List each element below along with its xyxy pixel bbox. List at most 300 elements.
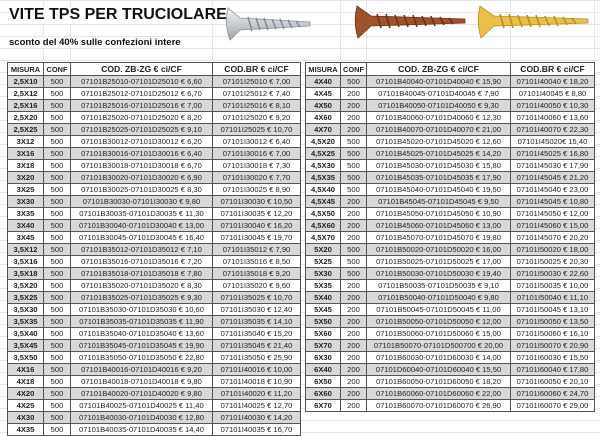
cod-br-cell: 07101I50035 € 10,00: [511, 280, 595, 292]
table-row: [306, 352, 595, 364]
conf-cell: 200: [341, 316, 367, 328]
header-misura: MISURA: [8, 63, 44, 76]
table-row: [8, 112, 301, 124]
misura-cell: 2,5X20: [8, 112, 44, 124]
cod-br-cell: 07101I50020 € 18,00: [511, 244, 595, 256]
conf-cell: 500: [44, 196, 71, 208]
conf-cell: 500: [44, 292, 71, 304]
cod-zb-zg-cell: 07101B60050-07101D60050 € 18,20: [367, 376, 511, 388]
cod-zb-zg-cell: 07101B45030-07101D45030 € 15,80: [367, 160, 511, 172]
table-row: [8, 244, 301, 256]
conf-cell: 500: [341, 160, 367, 172]
misura-cell: 4X40: [306, 76, 341, 88]
cod-br-cell: 07101I30012 € 6,40: [213, 136, 301, 148]
conf-cell: 500: [44, 376, 71, 388]
cod-br-cell: 07101I25012 € 7,40: [213, 88, 301, 100]
conf-cell: 500: [341, 256, 367, 268]
conf-cell: 500: [44, 124, 71, 136]
conf-cell: 200: [341, 352, 367, 364]
misura-cell: 4,5X50: [306, 208, 341, 220]
conf-cell: 200: [341, 232, 367, 244]
misura-cell: 3X20: [8, 172, 44, 184]
misura-cell: 3,5X40: [8, 328, 44, 340]
table-row: [306, 388, 595, 400]
misura-cell: 3,5X50: [8, 352, 44, 364]
misura-cell: 3,5X25: [8, 292, 44, 304]
table-row: [8, 76, 301, 88]
cod-zb-zg-cell: 07101B40025-07101D40025 € 11,40: [71, 400, 213, 412]
cod-br-cell: 07101I45045 € 21,20: [511, 172, 595, 184]
conf-cell: 200: [341, 280, 367, 292]
table-row: [306, 196, 595, 208]
cod-zb-zg-cell: 07101B45045-07101D45045 € 9,50: [367, 196, 511, 208]
cod-zb-zg-cell: 07101B50030-07101D50030 € 19,40: [367, 268, 511, 280]
conf-cell: 500: [44, 160, 71, 172]
cod-br-cell: 07101I50060 € 16,10: [511, 328, 595, 340]
conf-cell: 500: [44, 280, 71, 292]
table-row: [306, 148, 595, 160]
misura-cell: 4X60: [306, 112, 341, 124]
conf-cell: 200: [341, 220, 367, 232]
misura-cell: 4X50: [306, 100, 341, 112]
conf-cell: 200: [341, 328, 367, 340]
misura-cell: 5X20: [306, 244, 341, 256]
conf-cell: 500: [44, 112, 71, 124]
cod-zb-zg-cell: 07101B45060-07101D45060 € 13,00: [367, 220, 511, 232]
table-row: [306, 124, 595, 136]
cod-br-cell: 07101I40070 € 22,30: [511, 124, 595, 136]
table-row: [306, 100, 595, 112]
cod-zb-zg-cell: 07101B50025-07101D50025 € 17,00: [367, 256, 511, 268]
misura-cell: 4,5X35: [306, 172, 341, 184]
table-row: [8, 196, 301, 208]
misura-cell: 5X35: [306, 280, 341, 292]
misura-cell: 3,5X18: [8, 268, 44, 280]
cod-br-cell: 07101I45070 € 20,20: [511, 232, 595, 244]
cod-br-cell: 07101I30045 € 19,70: [213, 232, 301, 244]
cod-zb-zg-cell: 07101B45070-07101D45070 € 19,80: [367, 232, 511, 244]
table-row: [306, 184, 595, 196]
misura-cell: 4,5X45: [306, 196, 341, 208]
conf-cell: 200: [341, 364, 367, 376]
table-row: [8, 256, 301, 268]
misura-cell: 3X16: [8, 148, 44, 160]
table-header: [8, 63, 301, 76]
cod-zb-zg-cell: 07101B30040-07101D30040 € 13,00: [71, 220, 213, 232]
misura-cell: 4X16: [8, 364, 44, 376]
cod-br-cell: 07101I30025 € 8,90: [213, 184, 301, 196]
cod-br-cell: 07101I60070 € 29,00: [511, 400, 595, 412]
cod-zb-zg-cell: 07101B45035-07101D45035 € 17,90: [367, 172, 511, 184]
cod-zb-zg-cell: 07101B30012-07101D30012 € 6,20: [71, 136, 213, 148]
cod-br-cell: 07101I35016 € 8,50: [213, 256, 301, 268]
conf-cell: 200: [341, 112, 367, 124]
cod-zb-zg-cell: 07101B50040-07101D50040 € 9,80: [367, 292, 511, 304]
conf-cell: 200: [341, 292, 367, 304]
table-row: [306, 76, 595, 88]
table-row: [8, 304, 301, 316]
conf-cell: 500: [44, 76, 71, 88]
cod-zb-zg-cell: 07101B30025-07101D30025 € 8,30: [71, 184, 213, 196]
conf-cell: 200: [341, 100, 367, 112]
cod-zb-zg-cell: 07101B60070-07101D60070 € 26,90: [367, 400, 511, 412]
conf-cell: 200: [341, 208, 367, 220]
table-row: [8, 148, 301, 160]
table-row: [306, 88, 595, 100]
misura-cell: 4X20: [8, 388, 44, 400]
misura-cell: 5X45: [306, 304, 341, 316]
cod-zb-zg-cell: 07101B35035-07101D35035 € 11,90: [71, 316, 213, 328]
table-row: [8, 292, 301, 304]
table-row: [306, 400, 595, 412]
cod-zb-zg-cell: 07101B40016-07101D40016 € 9,20: [71, 364, 213, 376]
table-row: [8, 412, 301, 424]
table-row: [8, 340, 301, 352]
conf-cell: 200: [341, 400, 367, 412]
table-row: [306, 160, 595, 172]
conf-cell: 200: [341, 196, 367, 208]
misura-cell: 5X70: [306, 340, 341, 352]
conf-cell: 500: [44, 424, 71, 436]
table-row: [306, 256, 595, 268]
cod-zb-zg-cell: 07101B35025-07101D35025 € 9,30: [71, 292, 213, 304]
cod-zb-zg-cell: 07101B30035-07101D30035 € 11,30: [71, 208, 213, 220]
conf-cell: 500: [44, 400, 71, 412]
cod-zb-zg-cell: 07101B25016-07101D25016 € 7,00: [71, 100, 213, 112]
table-row: [8, 88, 301, 100]
cod-br-cell: 07101I45040 € 23,00: [511, 184, 595, 196]
cod-br-cell: 07101I50025 € 20,30: [511, 256, 595, 268]
cod-zb-zg-cell: 07101B45020-07101D45020 € 12,60: [367, 136, 511, 148]
misura-cell: 3,5X12: [8, 244, 44, 256]
conf-cell: 200: [341, 388, 367, 400]
misura-cell: 4X18: [8, 376, 44, 388]
cod-br-cell: 07101I25025 € 10,70: [213, 124, 301, 136]
misura-cell: 3X45: [8, 232, 44, 244]
cod-br-cell: 07101I60040 € 17,80: [511, 364, 595, 376]
cod-zb-zg-cell: 07101B50050-07101D50050 € 12,00: [367, 316, 511, 328]
cod-br-cell: 07101I30016 € 7,00: [213, 148, 301, 160]
table-row: [8, 220, 301, 232]
cod-br-cell: 07101I60060 € 24,70: [511, 388, 595, 400]
cod-zb-zg-cell: 07101B35030-07101D35030 € 10,60: [71, 304, 213, 316]
conf-cell: 500: [44, 208, 71, 220]
cod-br-cell: 07101I30020 € 7,70: [213, 172, 301, 184]
table-row: [8, 172, 301, 184]
cod-br-cell: 07101I45045 € 10,80: [511, 196, 595, 208]
header-misura: MISURA: [306, 63, 341, 76]
table-row: [306, 280, 595, 292]
cod-br-cell: 07101I40040 € 18,20: [511, 76, 595, 88]
misura-cell: 3,5X30: [8, 304, 44, 316]
conf-cell: 200: [341, 340, 367, 352]
cod-zb-zg-cell: 07101B40020-07101D40020 € 9,80: [71, 388, 213, 400]
conf-cell: 500: [44, 88, 71, 100]
cod-br-cell: 07101I40045 € 8,80: [511, 88, 595, 100]
table-row: [306, 172, 595, 184]
cod-br-cell: 07101I50045 € 13,10: [511, 304, 595, 316]
cod-br-cell: 07101I50070 € 20,90: [511, 340, 595, 352]
cod-zb-zg-cell: 07101B25020-07101D25020 € 8,20: [71, 112, 213, 124]
cod-zb-zg-cell: 07101B35040-07101D35040 € 13,60: [71, 328, 213, 340]
misura-cell: 3X35: [8, 208, 44, 220]
cod-zb-zg-cell: 07101B25012-07101D25012 € 6,70: [71, 88, 213, 100]
table-row: [8, 232, 301, 244]
conf-cell: 200: [341, 88, 367, 100]
cod-zb-zg-cell: 07101B35012-07101D35012 € 7,10: [71, 244, 213, 256]
cod-br-cell: 07101I25020 € 9,20: [213, 112, 301, 124]
table-row: [306, 268, 595, 280]
conf-cell: 500: [44, 388, 71, 400]
table-row: [306, 304, 595, 316]
table-row: [306, 292, 595, 304]
cod-br-cell: 07101I40018 € 10,90: [213, 376, 301, 388]
cod-br-cell: 07101I25016 € 8,10: [213, 100, 301, 112]
cod-zb-zg-cell: 07101D60040-07101D60040 € 15,50: [367, 364, 511, 376]
table-row: [8, 100, 301, 112]
cod-br-cell: 07101I45050 € 12,00: [511, 208, 595, 220]
cod-zb-zg-cell: 07101B45050-07101D45050 € 10,90: [367, 208, 511, 220]
price-table-right: [305, 62, 595, 412]
cod-zb-zg-cell: 07101B40060-07101D40060 € 12,30: [367, 112, 511, 124]
cod-zb-zg-cell: 07101B40070-07101D40070 € 21,00: [367, 124, 511, 136]
conf-cell: 500: [44, 184, 71, 196]
header-conf: CONF: [44, 63, 71, 76]
cod-br-cell: 07101I50030 € 22,60: [511, 268, 595, 280]
cod-zb-zg-cell: 07101B60060-07101D60060 € 22,00: [367, 388, 511, 400]
conf-cell: 500: [44, 148, 71, 160]
misura-cell: 5X60: [306, 328, 341, 340]
conf-cell: 500: [44, 232, 71, 244]
misura-cell: 4,5X70: [306, 232, 341, 244]
table-row: [8, 328, 301, 340]
misura-cell: 2,5X25: [8, 124, 44, 136]
header-cod-br: COD.BR € ci/CF: [511, 63, 595, 76]
table-row: [306, 244, 595, 256]
conf-cell: 500: [44, 244, 71, 256]
cod-br-cell: 07101I60050 € 20,10: [511, 376, 595, 388]
cod-zb-zg-cell: 07101B35050-07101D35050 € 22,80: [71, 352, 213, 364]
misura-cell: 6X70: [306, 400, 341, 412]
cod-br-cell: 07101I30018 € 7,30: [213, 160, 301, 172]
table-row: [8, 388, 301, 400]
table-row: [8, 136, 301, 148]
conf-cell: 500: [44, 328, 71, 340]
cod-zb-zg-cell: 07101B25010-07101D25010 € 6,60: [71, 76, 213, 88]
table-row: [8, 268, 301, 280]
conf-cell: 500: [341, 76, 367, 88]
misura-cell: 6X30: [306, 352, 341, 364]
conf-cell: 500: [44, 172, 71, 184]
table-row: [8, 364, 301, 376]
table-row: [8, 316, 301, 328]
table-row: [306, 376, 595, 388]
header-conf: CONF: [341, 63, 367, 76]
conf-cell: 500: [341, 268, 367, 280]
cod-br-cell: 07101I40035 € 16,70: [213, 424, 301, 436]
cod-zb-zg-cell: 07101B50020-07101D50020 € 16,00: [367, 244, 511, 256]
cod-br-cell: 07101I25010 € 7,00: [213, 76, 301, 88]
cod-zb-zg-cell: 07101B50070-07101D500700 € 20,00: [367, 340, 511, 352]
table-header: [306, 63, 595, 76]
conf-cell: 500: [341, 172, 367, 184]
cod-br-cell: 07101I30035 € 12,20: [213, 208, 301, 220]
conf-cell: 500: [341, 148, 367, 160]
cod-zb-zg-cell: 07101B35045-07101D35045 € 19,90: [71, 340, 213, 352]
misura-cell: 2,5X10: [8, 76, 44, 88]
header-cod-br: COD.BR € ci/CF: [213, 63, 301, 76]
conf-cell: 500: [44, 340, 71, 352]
cod-zb-zg-cell: 07101B50060-07101D50060 € 15,00: [367, 328, 511, 340]
table-row: [306, 208, 595, 220]
cod-zb-zg-cell: 07101B50035-07101D50035 € 9,10: [367, 280, 511, 292]
table-row: [8, 400, 301, 412]
table-row: [306, 136, 595, 148]
cod-br-cell: 07101I35020 € 9,60: [213, 280, 301, 292]
misura-cell: 5X40: [306, 292, 341, 304]
conf-cell: 500: [341, 244, 367, 256]
conf-cell: 500: [44, 136, 71, 148]
table-row: [8, 424, 301, 436]
table-row: [306, 232, 595, 244]
misura-cell: 4,5X60: [306, 220, 341, 232]
cod-br-cell: 07101I45060 € 15,00: [511, 220, 595, 232]
cod-zb-zg-cell: 07101B45040-07101D45040 € 19,50: [367, 184, 511, 196]
conf-cell: 200: [341, 304, 367, 316]
cod-zb-zg-cell: 07101B40040-07101D40040 € 15,90: [367, 76, 511, 88]
conf-cell: 500: [44, 316, 71, 328]
cod-br-cell: 07101I35030 € 12,40: [213, 304, 301, 316]
misura-cell: 3X25: [8, 184, 44, 196]
misura-cell: 2,5X16: [8, 100, 44, 112]
table-row: [306, 112, 595, 124]
misura-cell: 4X70: [306, 124, 341, 136]
misura-cell: 3,5X45: [8, 340, 44, 352]
cod-br-cell: 07101I40020 € 11,20: [213, 388, 301, 400]
table-row: [306, 316, 595, 328]
conf-cell: 500: [44, 220, 71, 232]
misura-cell: 3X18: [8, 160, 44, 172]
cod-br-cell: 07101I40025 € 12,70: [213, 400, 301, 412]
conf-cell: 500: [44, 412, 71, 424]
misura-cell: 5X25: [306, 256, 341, 268]
conf-cell: 500: [44, 352, 71, 364]
cod-zb-zg-cell: 07101B30045-07101D30045 € 16,40: [71, 232, 213, 244]
cod-zb-zg-cell: 07101B50045-07101D50045 € 11,00: [367, 304, 511, 316]
table-row: [8, 124, 301, 136]
cod-zb-zg-cell: 07101B60030-07101D60030 € 14,00: [367, 352, 511, 364]
cod-br-cell: 07101I40030 € 14,20: [213, 412, 301, 424]
conf-cell: 500: [44, 364, 71, 376]
cod-zb-zg-cell: 07101B35020-07101D35020 € 8,30: [71, 280, 213, 292]
table-row: [306, 220, 595, 232]
table-row: [8, 376, 301, 388]
cod-zb-zg-cell: 07101B40030-07101D40030 € 12,80: [71, 412, 213, 424]
misura-cell: 4X45: [306, 88, 341, 100]
misura-cell: 5X50: [306, 316, 341, 328]
gold-screw-icon: [476, 4, 591, 40]
cod-zb-zg-cell: 07101B30030-07101I30030 € 9,80: [71, 196, 213, 208]
cod-zb-zg-cell: 07101B40050-07101D40050 € 9,30: [367, 100, 511, 112]
table-row: [306, 328, 595, 340]
misura-cell: 4,5X40: [306, 184, 341, 196]
table-row: [306, 364, 595, 376]
page-title: VITE TPS PER TRUCIOLARE: [9, 6, 227, 23]
cod-zb-zg-cell: 07101B35018-07101D35018 € 7,80: [71, 268, 213, 280]
table-row: [8, 208, 301, 220]
cod-br-cell: 07101I35018 € 9,20: [213, 268, 301, 280]
misura-cell: 3,5X20: [8, 280, 44, 292]
misura-cell: 3X40: [8, 220, 44, 232]
misura-cell: 4,5X30: [306, 160, 341, 172]
misura-cell: 3,5X16: [8, 256, 44, 268]
misura-cell: 2,5X12: [8, 88, 44, 100]
table-row: [306, 340, 595, 352]
conf-cell: 500: [44, 100, 71, 112]
conf-cell: 500: [44, 268, 71, 280]
cod-zb-zg-cell: 07101B30016-07101D30016 € 6,40: [71, 148, 213, 160]
misura-cell: 4,5X25: [306, 148, 341, 160]
misura-cell: 6X40: [306, 364, 341, 376]
misura-cell: 6X60: [306, 388, 341, 400]
cod-zb-zg-cell: 07101B30018-07101D30018 € 6,70: [71, 160, 213, 172]
header-cod-zb-zg: COD. ZB-ZG € ci/CF: [71, 63, 213, 76]
cod-br-cell: 07101I30040 € 16,20: [213, 220, 301, 232]
conf-cell: 500: [44, 256, 71, 268]
cod-br-cell: 07101I45030 € 17,90: [511, 160, 595, 172]
misura-cell: 3,5X35: [8, 316, 44, 328]
cod-br-cell: 07101I30030 € 10,50: [213, 196, 301, 208]
cod-zb-zg-cell: 07101B40018-07101D40018 € 9,80: [71, 376, 213, 388]
cod-br-cell: 07101I45020€ 15,40: [511, 136, 595, 148]
silver-screw-icon: [222, 4, 312, 44]
discount-note: sconto del 40% sulle confezioni intere: [9, 37, 181, 48]
cod-br-cell: 07101I60030 € 15,50: [511, 352, 595, 364]
header-cod-zb-zg: COD. ZB-ZG € ci/CF: [367, 63, 511, 76]
cod-br-cell: 07101I35035 € 14,10: [213, 316, 301, 328]
misura-cell: 5X30: [306, 268, 341, 280]
misura-cell: 4X25: [8, 400, 44, 412]
cod-zb-zg-cell: 07101B35016-07101D35016 € 7,20: [71, 256, 213, 268]
conf-cell: 500: [341, 136, 367, 148]
cod-br-cell: 07101I40050 € 10,30: [511, 100, 595, 112]
table-row: [8, 280, 301, 292]
conf-cell: 500: [44, 304, 71, 316]
misura-cell: 4X30: [8, 412, 44, 424]
cod-br-cell: 07101I35045 € 21,40: [213, 340, 301, 352]
cod-zb-zg-cell: 07101B30020-07101D30020 € 6,90: [71, 172, 213, 184]
table-row: [8, 184, 301, 196]
misura-cell: 4X35: [8, 424, 44, 436]
cod-br-cell: 07101I40016 € 10,00: [213, 364, 301, 376]
table-row: [8, 352, 301, 364]
cod-br-cell: 07101I50050 € 13,50: [511, 316, 595, 328]
cod-br-cell: 07101I50040 € 11,10: [511, 292, 595, 304]
cod-br-cell: 07101I35025 € 10,70: [213, 292, 301, 304]
cod-br-cell: 07101I35050 € 25,90: [213, 352, 301, 364]
misura-cell: 3X12: [8, 136, 44, 148]
misura-cell: 6X50: [306, 376, 341, 388]
misura-cell: 4,5X20: [306, 136, 341, 148]
conf-cell: 500: [341, 184, 367, 196]
copper-screw-icon: [353, 4, 468, 40]
cod-zb-zg-cell: 07101B40035-07101D40035 € 14,40: [71, 424, 213, 436]
table-row: [8, 160, 301, 172]
price-table-left: [7, 62, 301, 436]
cod-br-cell: 07101I45025 € 16,80: [511, 148, 595, 160]
conf-cell: 200: [341, 124, 367, 136]
cod-zb-zg-cell: 07101B45025-07101D45025 € 14,20: [367, 148, 511, 160]
